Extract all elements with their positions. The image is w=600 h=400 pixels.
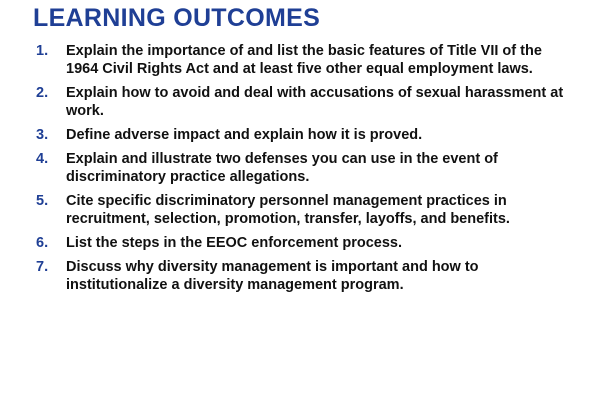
item-number: 3.	[36, 127, 49, 143]
item-text: List the steps in the EEOC enforcement process.	[66, 235, 402, 251]
item-number: 7.	[36, 259, 49, 275]
item-number: 4.	[36, 151, 49, 167]
item-text: Explain the importance of and list the basic features of Title VII of the 1964 Civil Rights Act and at least five other equal employment laws.	[66, 43, 542, 77]
item-number: 1.	[36, 43, 49, 59]
list-item	[36, 150, 576, 186]
item-number: 2.	[36, 85, 49, 101]
list-item	[36, 42, 576, 78]
item-number: 5.	[36, 193, 49, 209]
list-item	[36, 234, 576, 252]
list-item	[36, 84, 576, 120]
learning-outcomes-list	[36, 42, 576, 300]
list-item	[36, 192, 576, 228]
list-item	[36, 126, 576, 144]
item-number: 6.	[36, 235, 49, 251]
item-text: Cite specific discriminatory personnel management practices in recruitment, selection, promotion, transfer, layoffs, and benefits.	[66, 193, 510, 227]
item-text: Discuss why diversity management is important and how to institutionalize a diversity management program.	[66, 259, 479, 293]
item-text: Define adverse impact and explain how it is proved.	[66, 127, 423, 143]
slide-title: LEARNING OUTCOMES	[33, 4, 321, 32]
list-item	[36, 258, 576, 294]
item-text: Explain how to avoid and deal with accusations of sexual harassment at work.	[66, 85, 564, 119]
item-text: Explain and illustrate two defenses you can use in the event of discriminatory practice allegations.	[66, 151, 498, 185]
